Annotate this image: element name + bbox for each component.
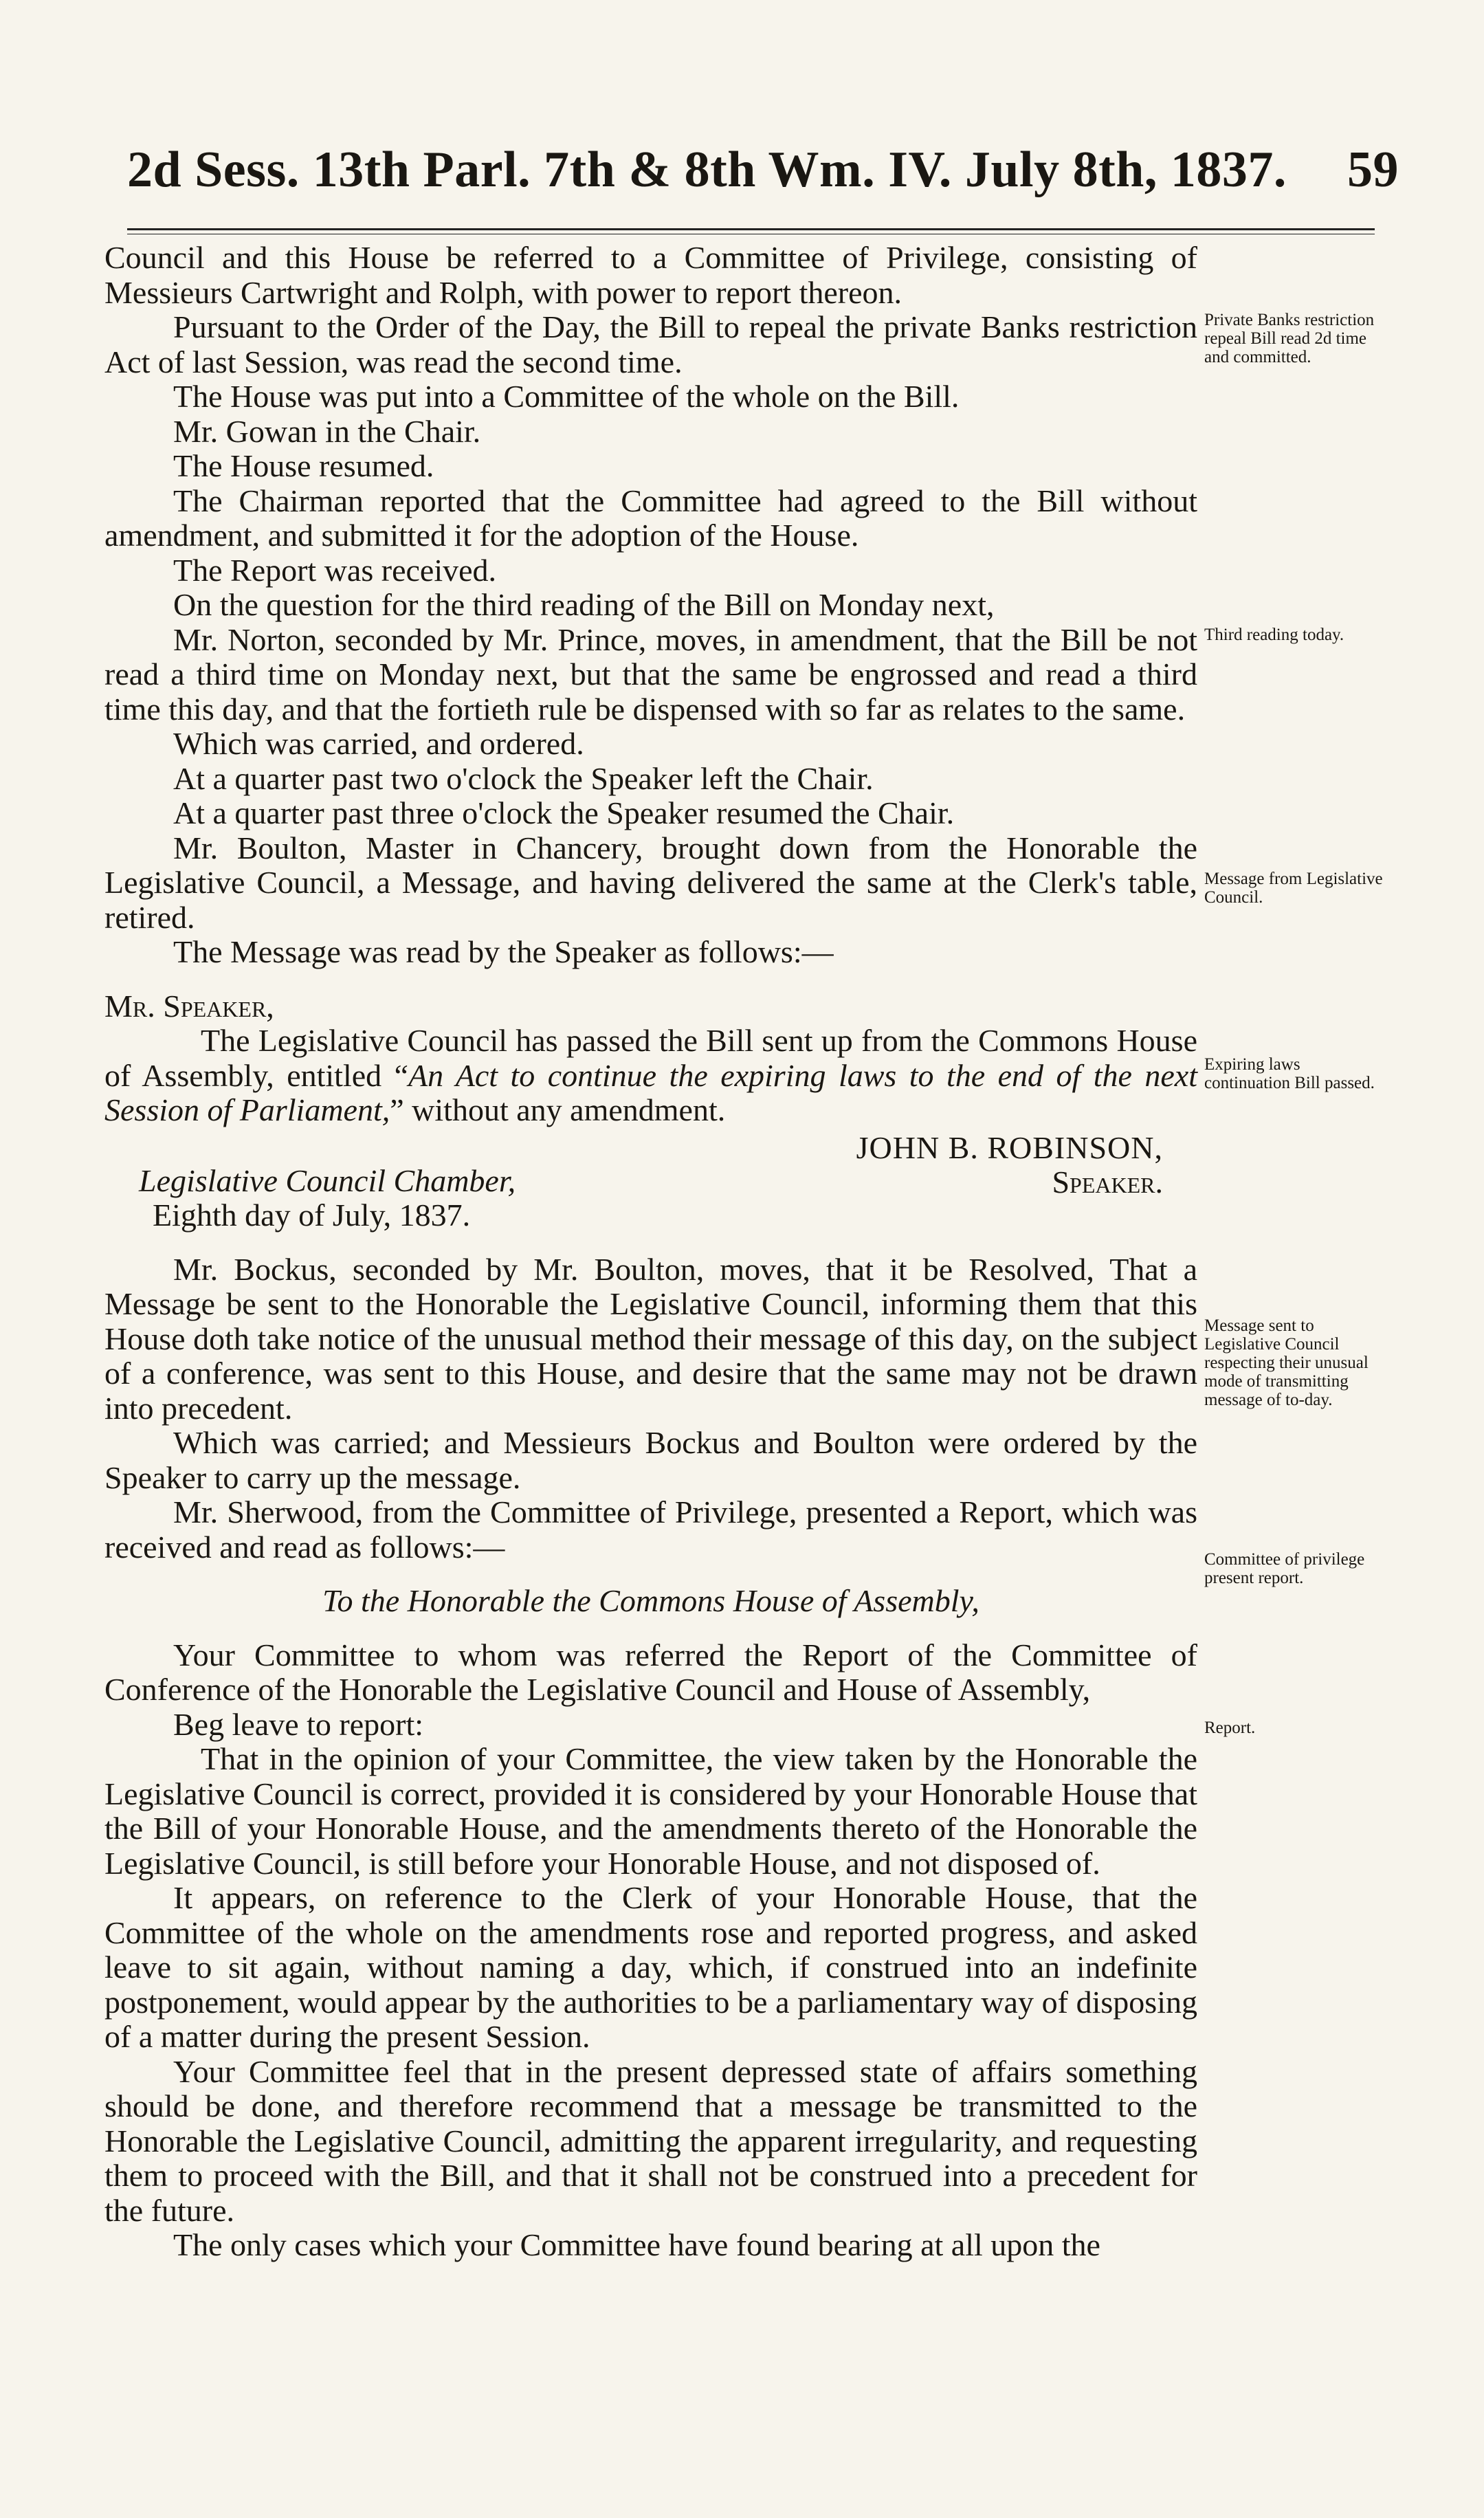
message-body [104,1024,1197,1128]
margin-note: Private Banks restriction repeal Bill read 2d time and committed. [1204,311,1375,366]
report-paragraph: It appears, on reference to the Clerk of your Honorable House, that the Committee of the whole on the amendments rose and reported progress, and asked leave to sit again, without naming a day, which, if construed into an indefinite postponement, would appear by the authorities to be a parliamentary way of disposing of a matter during the present Session. [104,1880,1197,2054]
margin-note: Expiring laws continuation Bill passed. [1204,1055,1375,1092]
paragraph: Mr. Boulton, Master in Chancery, brought down from the Honorable the Legislative Council, a Message, and having delivered the same at the Clerk's table, retired. [104,830,1197,935]
paragraph: Which was carried, and ordered. [173,726,584,761]
paragraph: Mr. Norton, seconded by Mr. Prince, moves, in amendment, that the Bill be not read a third time on Monday next, but that the same be engrossed and read a third time this day, and that the fortieth rule be dispensed with so far as relates to the same. [104,621,1197,727]
paragraph: The Report was received. [173,552,497,588]
message-text-after: ” without any amendment. [390,1092,726,1127]
signer-title: Speaker. [1052,1164,1163,1200]
paragraph: On the question for the third reading of the Bill on Monday next, [173,587,995,622]
report-paragraph: Your Committee feel that in the present depressed state of affairs something should be done, and therefore recommend that a message be transmitted to the Honorable the Legislative Council, admitting the apparent irregularity, and requesting them to proceed with the Bill, and that it shall not be construed into a precedent for the future. [104,2053,1197,2228]
signer-name: JOHN B. ROBINSON, [856,1129,1163,1165]
running-title: 2d Sess. 13th Parl. 7th & 8th Wm. IV. July 8th, 1837. [127,142,1287,198]
header-rule [127,228,1375,230]
main-text [104,241,1197,2263]
report-paragraph: That in the opinion of your Committee, the view taken by the Honorable the Legislative Council is correct, provided it is considered by your Honorable House that the Bill of your Honorable House, and the amendments thereto of the Honorable the Legislative Council, is still before your Honorable House, and not disposed of. [104,1741,1197,1881]
paragraph: At a quarter past two o'clock the Speaker left the Chair. [173,760,874,796]
signature-date: Eighth day of July, 1837. [153,1197,471,1233]
report-beg: Beg leave to report: [173,1706,424,1742]
page-number: 59 [1347,142,1399,198]
paragraph: Pursuant to the Order of the Day, the Bill to repeal the private Banks restriction Act of last Session, was read the second time. [104,309,1197,379]
message-text-before: The Legislative Council has passed the Bill sent up from the Commons House of Assembly, entitled “ [104,1023,1197,1093]
report-paragraph: The only cases which your Committee have found bearing at all upon the [173,2227,1100,2262]
paragraph: The House resumed. [173,448,434,483]
paragraph: Mr. Gowan in the Chair. [173,413,481,449]
running-header [127,141,1399,199]
signature-place: Legislative Council Chamber, [139,1162,516,1198]
report-address: To the Honorable the Commons House of Assembly, [322,1583,979,1618]
margin-note: Message sent to Legislative Council respecting their unusual mode of transmitting message of to-day. [1204,1316,1369,1409]
paragraph: Mr. Bockus, seconded by Mr. Boulton, moves, that it be Resolved, That a Message be sent to the Honorable the Legislative Council, informing them that this House doth take notice of the unusual method their message of this day, on the subject of a conference, was sent to this House, and desire that the same may not be drawn into precedent. [104,1251,1197,1426]
report-intro: Your Committee to whom was referred the Report of the Committee of Conference of the Honorable the Legislative Council and House of Assembly, [104,1637,1197,1707]
margin-note: Third reading today. [1204,626,1344,644]
paragraph: Mr. Sherwood, from the Committee of Privilege, presented a Report, which was received and read as follows:— [104,1494,1197,1565]
margin-note: Report. [1204,1719,1256,1737]
paragraph: Which was carried; and Messieurs Bockus and Boulton were ordered by the Speaker to carry up the message. [104,1425,1197,1495]
paragraph: Council and this House be referred to a Committee of Privilege, consisting of Messieurs Cartwright and Rolph, with power to report thereon. [104,240,1197,310]
paragraph: The Message was read by the Speaker as follows:— [173,934,834,969]
message-salutation: Mr. Speaker, [104,988,274,1024]
message-signature [104,1131,1197,1233]
margin-note: Message from Legislative Council. [1204,870,1383,907]
act-title: An Act to continue the expiring laws to the end of the next Session of Parliament, [104,1057,1197,1127]
paragraph: The Chairman reported that the Committee had agreed to the Bill without amendment, and submitted it for the adoption of the House. [104,483,1197,553]
margin-note: Committee of privilege present report. [1204,1550,1365,1587]
paragraph: The House was put into a Committee of the whole on the Bill. [173,379,960,414]
paragraph: At a quarter past three o'clock the Speaker resumed the Chair. [173,795,955,830]
